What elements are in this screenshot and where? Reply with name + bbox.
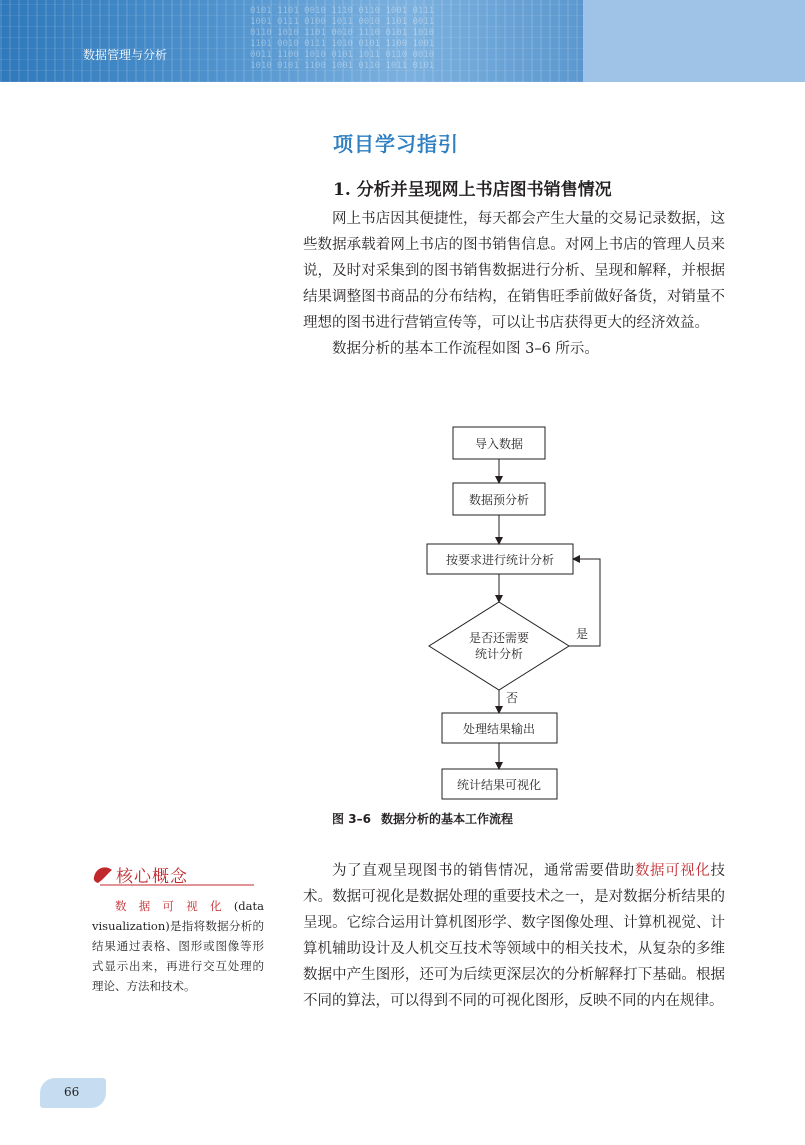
paragraph-3-part2: 技术。数据可视化是数据处理的重要技术之一，是对数据分析结果的呈现。它综合运用计算机图形学、数字图像处理、计算机视觉、计算机辅助设计及人机交互技术等领域中的相关技术，从复杂的多维数据中产生图形，还可为后续更深层次的分析解释打下基础。根据不同的算法，可以得到不同的可视化图形，反映不同的内在规律。 bbox=[303, 863, 726, 1009]
paragraph-3-part1: 为了直观呈现图书的销售情况，通常需要借助 bbox=[332, 863, 635, 879]
concept-definition bbox=[92, 896, 264, 996]
paragraph-3 bbox=[303, 858, 725, 1014]
decision-label-line1: 是否还需要 bbox=[468, 631, 530, 645]
figure-caption bbox=[0, 810, 805, 827]
banner-image bbox=[0, 0, 583, 82]
intro-paragraph bbox=[303, 206, 725, 362]
step-statistics-label: 按要求进行统计分析 bbox=[445, 553, 555, 567]
flowchart bbox=[420, 420, 620, 810]
concept-definition-text: (data visualization)是指将数据分析的结果通过表格、图形或图像等形式显示出来，再进行交互处理的理论、方法和技术。 bbox=[92, 899, 264, 993]
figure-number: 图 3–6 bbox=[332, 812, 371, 826]
book-title: 数据管理与分析 bbox=[83, 48, 168, 62]
concept-term: 数据可视化 bbox=[115, 899, 234, 913]
sub-heading: 1. 分析并呈现网上书店图书销售情况 bbox=[333, 180, 612, 200]
highlight-term: 数据可视化 bbox=[634, 863, 711, 879]
concept-heading bbox=[92, 861, 254, 887]
step-output-label: 处理结果输出 bbox=[462, 722, 536, 736]
header-banner bbox=[0, 0, 805, 82]
figure-title: 数据分析的基本工作流程 bbox=[380, 812, 513, 826]
paragraph-1: 网上书店因其便捷性，每天都会产生大量的交易记录数据，这些数据承载着网上书店的图书销售信息。对网上书店的管理人员来说，及时对采集到的图书销售数据进行分析、呈现和解释，并根据结果调整图书商品的分布结构，在销售旺季前做好备货，对销量不理想的图书进行营销宣传等，可以让书店获得更大的经济效益。 bbox=[303, 211, 725, 331]
body-paragraph bbox=[303, 858, 725, 1014]
page-number: 66 bbox=[64, 1085, 80, 1099]
no-label: 否 bbox=[505, 691, 519, 705]
section-title: 项目学习指引 bbox=[333, 132, 459, 156]
banner-decoration: 0101 1101 0010 1110 0110 1001 0111 1001 0111 0100 1011 0010 1101 0011 0110 1010 1101 0010 1110 0101 1010 1101 0010 0111 1010 0101 1100 1001 0011 1100 1010 0101 1011 0110 0010 1010 0101 1100 1001 0110 1011 0101 bbox=[250, 6, 435, 71]
concept-label: 核心概念 bbox=[116, 867, 188, 887]
leaf-icon bbox=[94, 867, 112, 883]
decision-diamond bbox=[429, 602, 569, 690]
step-visualize-label: 统计结果可视化 bbox=[456, 778, 542, 792]
step-import-label: 导入数据 bbox=[474, 437, 524, 451]
step-preanalysis-label: 数据预分析 bbox=[468, 493, 530, 507]
decision-label-line2: 统计分析 bbox=[474, 647, 524, 661]
yes-label: 是 bbox=[575, 627, 589, 641]
paragraph-2: 数据分析的基本工作流程如图 3–6 所示。 bbox=[332, 341, 599, 357]
